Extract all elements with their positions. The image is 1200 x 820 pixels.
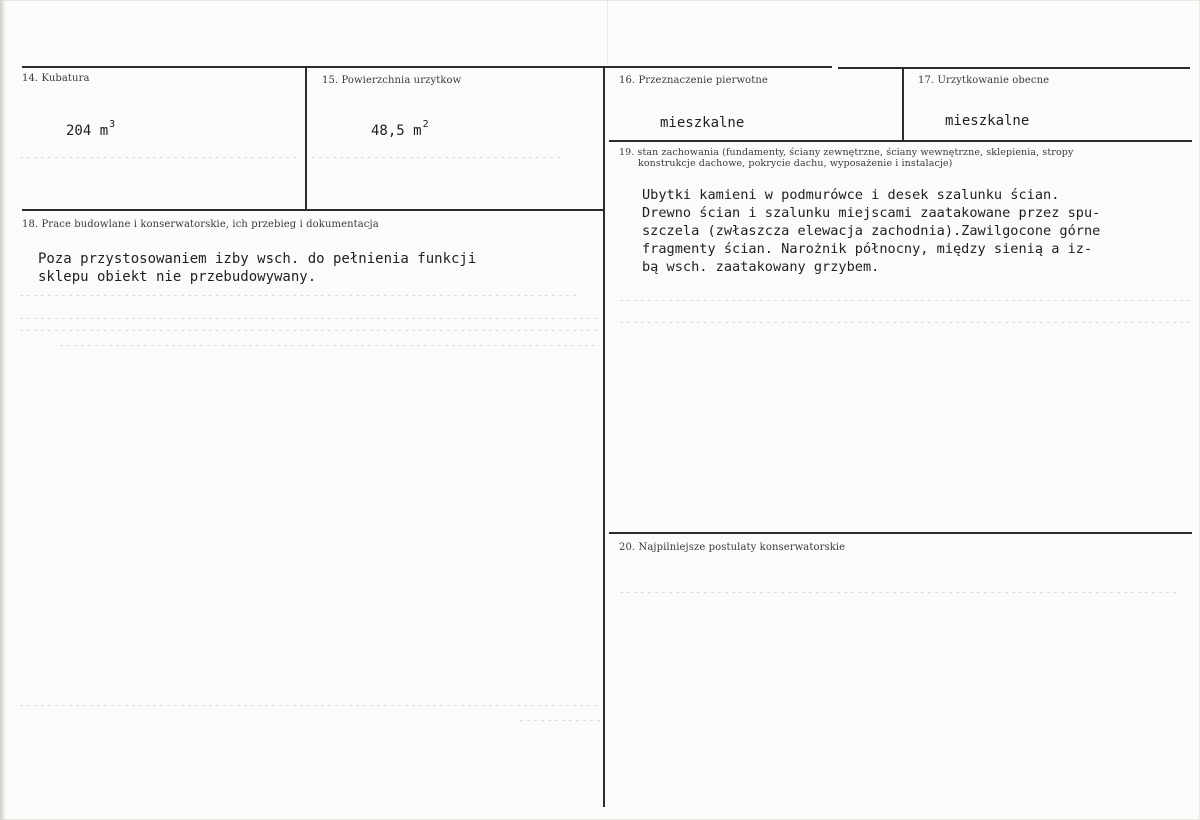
faint-guide [20,705,600,706]
card-edge-shadow [0,0,6,820]
field-19-line: fragmenty ścian. Narożnik północny, między sienią a iz- [642,241,1093,257]
field-18-line: Poza przystosowaniem izby wsch. do pełnienia funkcji [38,251,477,267]
top-rule-left [22,66,832,68]
field-16-label: 16. Przeznaczenie pierwotne [619,75,768,86]
field-15-value [371,116,429,140]
field-18-text [38,250,476,286]
faint-guide [620,592,1180,593]
faint-guide [20,330,600,331]
field-15-value-text: 48,5 m [371,123,422,139]
rule-above-20 [609,532,1192,534]
field-19-text [642,186,1100,276]
faint-guide [620,300,1190,301]
rule-below-14-15 [22,209,604,211]
faint-guide [520,720,600,721]
divider-16-17 [902,67,904,141]
field-19-label-line1: 19. stan zachowania (fundamenty, ściany zewnętrzne, ściany wewnętrzne, sklepienia, stropy [619,147,1074,158]
field-16-value: mieszkalne [660,115,745,131]
top-rule-right [838,67,1190,69]
faint-guide [20,295,580,296]
field-15-label: 15. Powierzchnia urzytkow [322,75,462,86]
divider-14-15 [305,67,307,210]
field-19-line: bą wsch. zaatakowany grzybem. [642,259,880,275]
field-17-label: 17. Urzytkowanie obecne [918,75,1050,86]
field-19-line: Drewno ścian i szalunku miejscami zaatakowane przez spu- [642,205,1101,221]
field-14-value [66,116,115,140]
faint-guide [60,345,600,346]
card-fold-mark [607,0,608,64]
faint-guide [20,157,300,158]
field-14-exponent: 3 [109,119,116,130]
faint-guide [312,157,562,158]
field-14-label: 14. Kubatura [22,73,90,84]
field-17-value: mieszkalne [945,113,1030,129]
field-18-label: 18. Prace budowlane i konserwatorskie, ich przebieg i dokumentacja [22,219,379,230]
divider-center [603,67,605,807]
field-15-exponent: 2 [422,119,429,130]
rule-below-16-17 [609,140,1192,142]
field-19-line: Ubytki kamieni w podmurówce i desek szalunku ścian. [642,187,1060,203]
field-19-label-line2: konstrukcje dachowe, pokrycie dachu, wyposażenie i instalacje) [638,158,953,169]
field-20-label: 20. Najpilniejsze postulaty konserwatorskie [619,542,846,553]
faint-guide [20,318,600,319]
field-18-line: sklepu obiekt nie przebudowywany. [38,269,317,285]
field-14-value-text: 204 m [66,123,109,139]
faint-guide [620,322,1190,323]
field-19-line: szczela (zwłaszcza elewacja zachodnia).Zawilgocone górne [642,223,1101,239]
